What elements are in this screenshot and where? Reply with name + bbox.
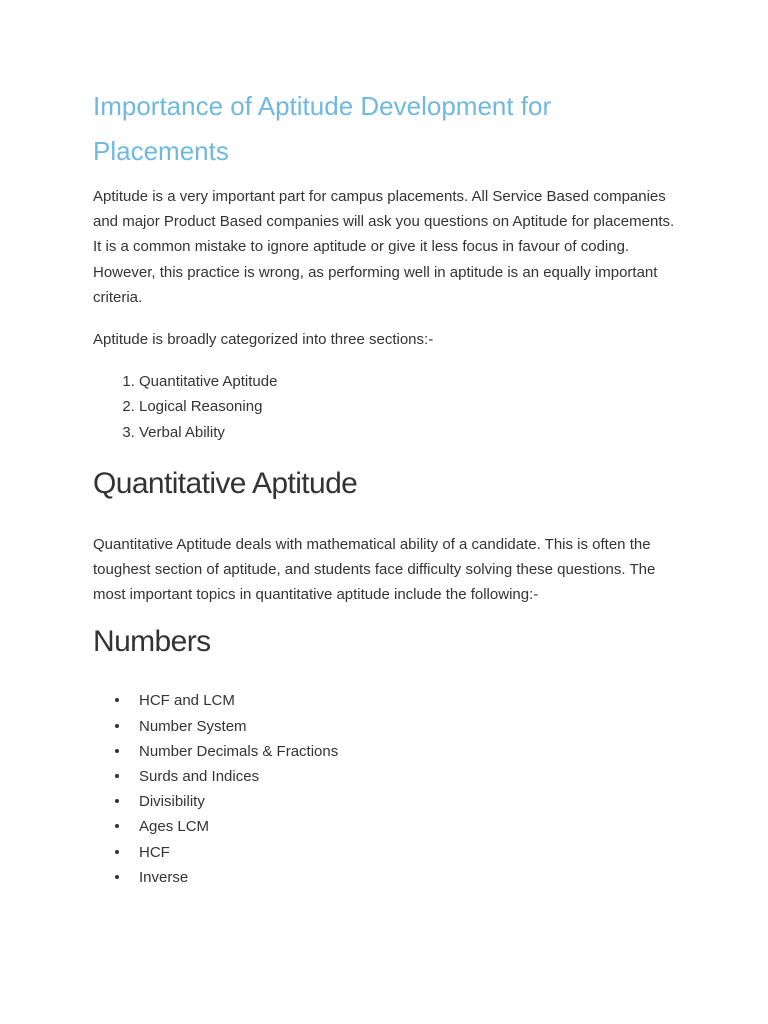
document-page <box>93 84 683 911</box>
bullet-icon <box>115 724 119 728</box>
list-item-label: HCF and LCM <box>139 692 235 710</box>
quant-paragraph: Quantitative Aptitude deals with mathematical ability of a candidate. This is often the toughest section of aptitude, and students face difficulty solving these questions. The most important topics in quantitative aptitude include the following:- <box>93 535 656 604</box>
list-item-label: Divisibility <box>139 793 205 811</box>
sections-list <box>93 369 683 445</box>
list-item-label: HCF <box>139 843 170 861</box>
list-item: 3. Verbal Ability <box>139 420 683 445</box>
bullet-icon <box>115 824 119 828</box>
bullet-icon <box>115 749 119 753</box>
page-title: Importance of Aptitude Development for Placements <box>93 91 552 166</box>
list-item <box>139 739 683 764</box>
bullet-icon <box>115 875 119 879</box>
numbers-heading: Numbers <box>93 625 211 659</box>
bullet-icon <box>115 799 119 803</box>
list-item-label: Number System <box>139 717 247 735</box>
list-item-label: Inverse <box>139 868 189 886</box>
list-item-label: Number Decimals & Fractions <box>139 742 339 760</box>
list-item <box>139 688 683 713</box>
list-item <box>139 840 683 865</box>
list-item: 1. Quantitative Aptitude <box>139 369 683 394</box>
quant-heading: Quantitative Aptitude <box>93 466 358 500</box>
list-item <box>139 814 683 839</box>
list-item-label: Ages LCM <box>139 818 210 836</box>
bullet-icon <box>115 850 119 854</box>
bullet-icon <box>115 698 119 702</box>
list-item <box>139 714 683 739</box>
intro-paragraph: Aptitude is a very important part for campus placements. All Service Based companies and major Product Based companies will ask you questions on Aptitude for placements. It is a common mistake to ignore aptitude or give it less focus in favour of coding. However, this practice is wrong, as performing well in aptitude is an equally important criteria. <box>93 188 675 306</box>
sections-intro: Aptitude is broadly categorized into three sections:- <box>93 331 434 349</box>
list-item-label: Surds and Indices <box>139 768 260 786</box>
list-item: 2. Logical Reasoning <box>139 394 683 419</box>
numbers-topics-list <box>93 688 683 890</box>
list-item <box>139 789 683 814</box>
list-item <box>139 865 683 890</box>
bullet-icon <box>115 774 119 778</box>
list-item <box>139 764 683 789</box>
